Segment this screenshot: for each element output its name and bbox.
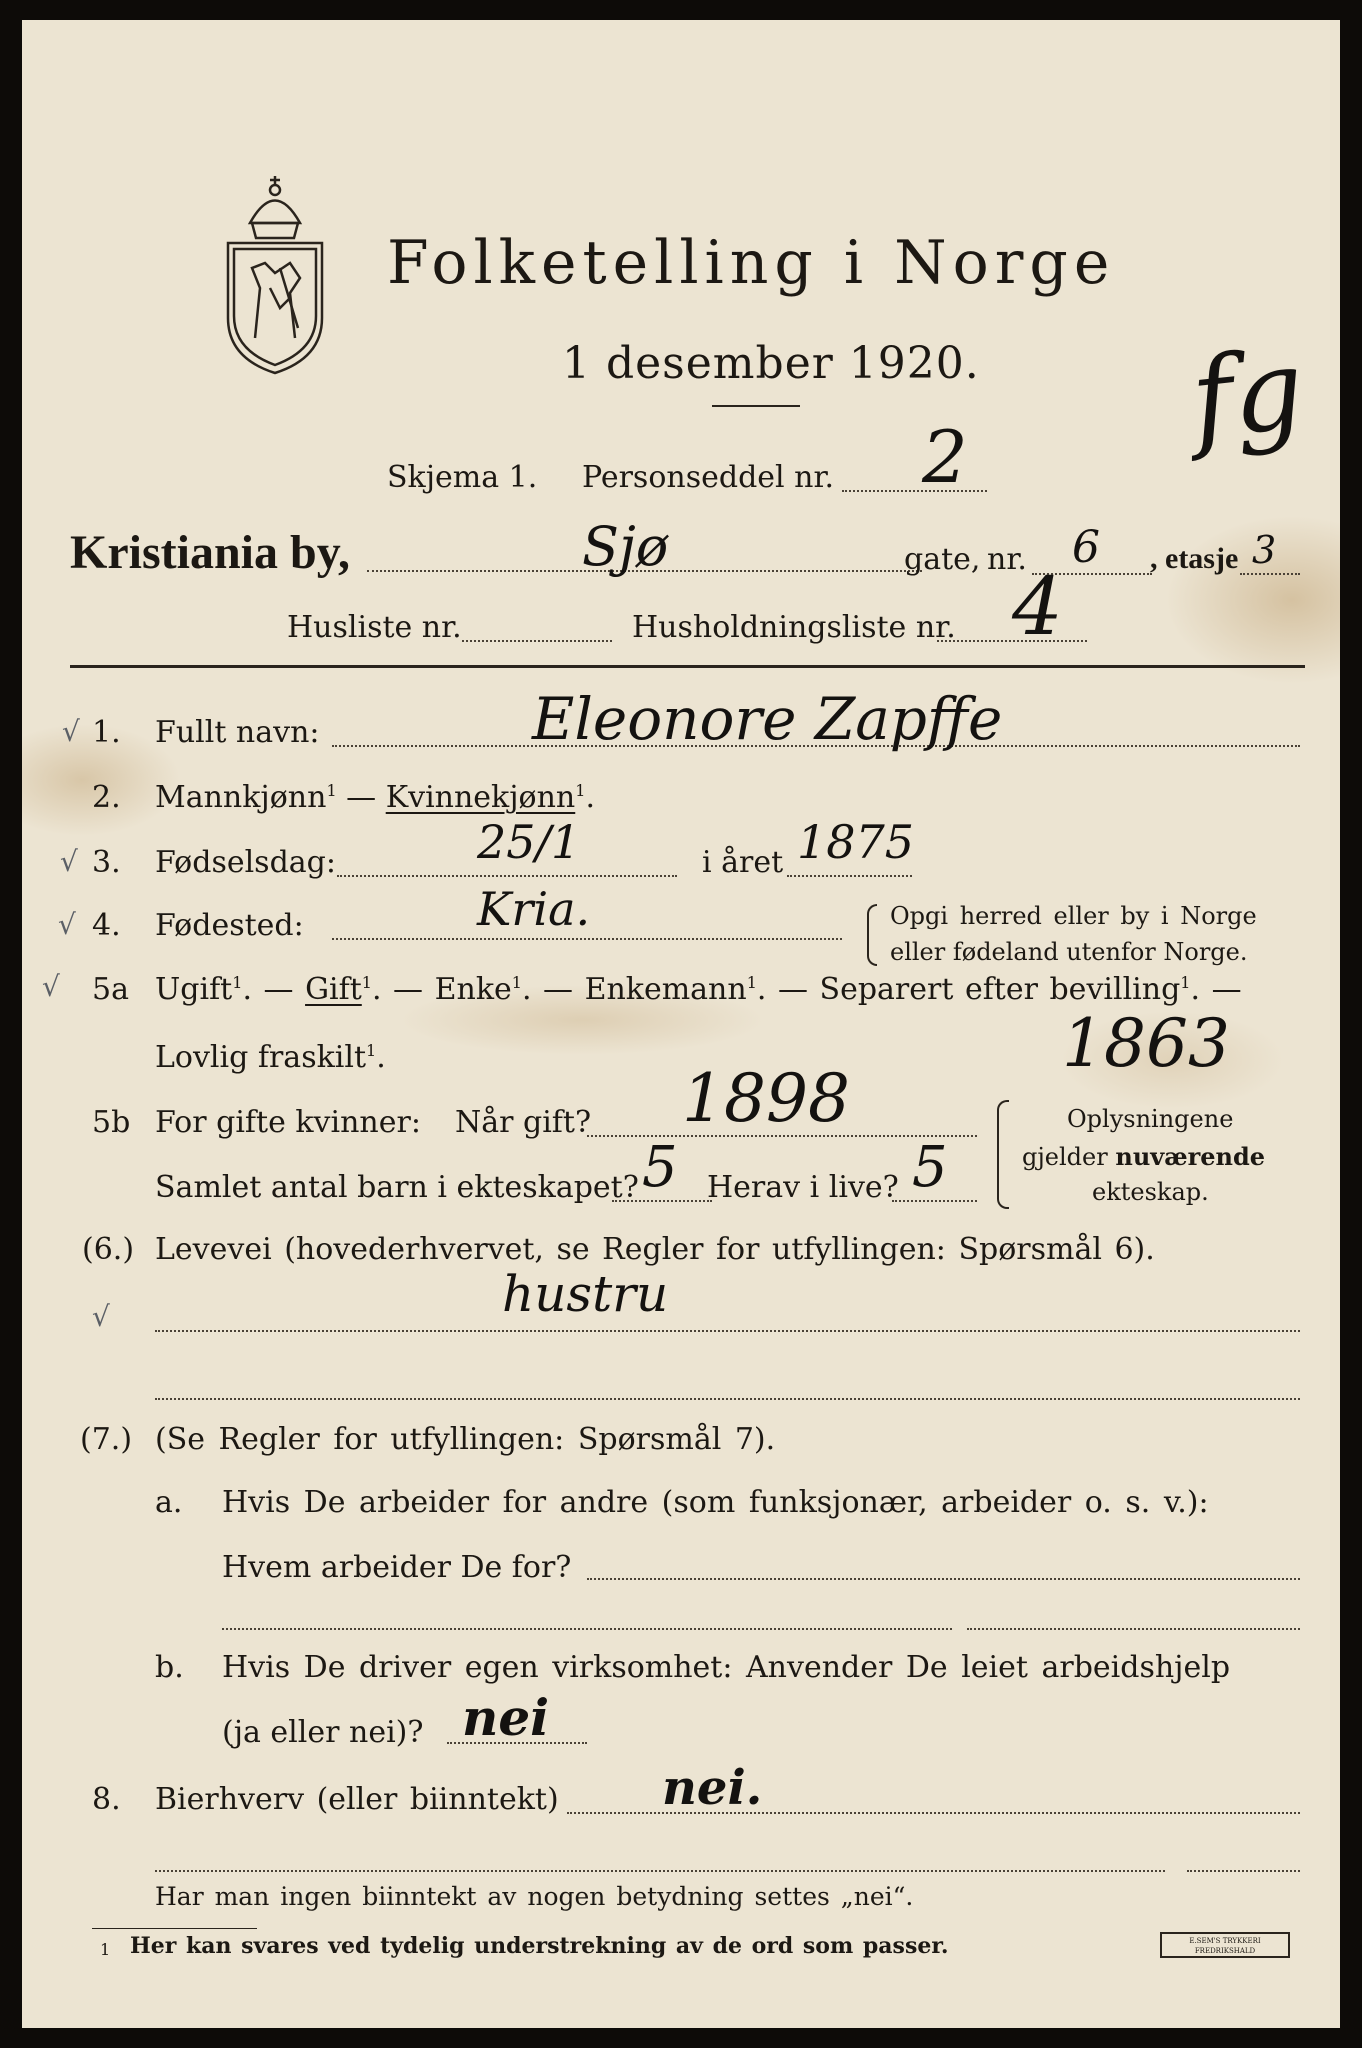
census-date: 1 desember 1920. — [562, 338, 980, 389]
husholdning-value: 4 — [1012, 560, 1063, 653]
q7a-line1: Hvis De arbeider for andre (som funksjonær, arbeider o. s. v.): — [222, 1485, 1209, 1520]
q8-label: Bierhverv (eller biinntekt) — [155, 1782, 559, 1817]
q7a-letter: a. — [155, 1485, 183, 1520]
female-option-underlined: Kvinnekjønn — [385, 780, 576, 815]
q4-note-line1: Opgi herred eller by i Norge — [890, 902, 1257, 930]
q7a-extra-line-left — [222, 1628, 952, 1630]
pencil-check-1: √ — [62, 715, 80, 748]
children-alive-value: 5 — [912, 1135, 948, 1200]
personseddel-value: 2 — [922, 415, 968, 499]
q6-line-2 — [155, 1398, 1300, 1400]
etasje-value: 3 — [1252, 528, 1277, 572]
q3-number: 3. — [92, 845, 121, 880]
margin-mark-fg: fg — [1185, 324, 1310, 464]
q5b-barn-line — [612, 1200, 712, 1202]
dash: — — [543, 972, 574, 1007]
q7a-extra-line-right — [967, 1628, 1300, 1630]
q7a-answer-line — [587, 1578, 1300, 1580]
children-count-value: 5 — [642, 1135, 678, 1200]
printer-line1: E.SEM'S TRYKKERI — [1189, 1937, 1261, 1945]
q6-label: Levevei (hovederhvervet, se Regler for utfyllingen: Spørsmål 6). — [155, 1232, 1155, 1267]
fraskilt-option: Lovlig fraskilt$^1$. — [155, 1040, 386, 1075]
q6-number: (6.) — [82, 1232, 135, 1267]
q5b-live-line — [892, 1200, 977, 1202]
q4-line — [332, 938, 842, 940]
marriage-year-value: 1898 — [682, 1060, 850, 1137]
birth-day-value: 25/1 — [477, 815, 581, 869]
q3-year-label: i året — [702, 845, 784, 880]
q2-separator: — — [336, 780, 386, 815]
q8-number: 8. — [92, 1782, 121, 1817]
q5b-label: For gifte kvinner: — [155, 1105, 421, 1140]
pencil-check-6: √ — [92, 1300, 110, 1333]
full-name-value: Eleonore Zapffe — [532, 685, 1003, 753]
gift-option-underlined: Gift — [305, 972, 362, 1007]
street-value: Sjø — [582, 515, 669, 578]
pencil-check-4: √ — [58, 908, 76, 941]
birth-year-value: 1875 — [797, 815, 915, 869]
q7b-line2: (ja eller nei)? — [222, 1715, 424, 1750]
q1-label: Fullt navn: — [155, 715, 320, 750]
city-label: Kristiania by, — [70, 526, 351, 579]
q2-number: 2. — [92, 780, 121, 815]
q3-day-line — [337, 875, 677, 877]
q4-label: Fødested: — [155, 908, 304, 943]
q3-label: Fødselsdag: — [155, 845, 336, 880]
note-gjelder: gjelder — [1022, 1143, 1108, 1171]
occupation-value: hustru — [502, 1265, 669, 1323]
personseddel-label: Personseddel nr. — [582, 460, 835, 495]
hired-help-value: nei — [462, 1688, 550, 1747]
form-title: Folketelling i Norge — [387, 228, 1116, 298]
census-form-page — [22, 20, 1340, 2028]
q3-year-line — [787, 875, 912, 877]
male-option: Mannkjønn — [155, 780, 327, 815]
q1-number: 1. — [92, 715, 121, 750]
q6-line-1 — [155, 1330, 1300, 1332]
gate-label: gate, — [904, 542, 981, 577]
q7-label: (Se Regler for utfyllingen: Spørsmål 7). — [155, 1422, 776, 1457]
printer-line2: FREDRIKSHALD — [1194, 1947, 1256, 1955]
nr-value: 6 — [1072, 522, 1100, 573]
fraskilt-label: Lovlig fraskilt — [155, 1040, 367, 1075]
norwegian-coat-of-arms-icon — [220, 168, 330, 378]
header-divider — [70, 665, 1305, 668]
footer-note: Har man ingen biinntekt av nogen betydning settes „nei“. — [155, 1882, 914, 1911]
dash: — — [263, 972, 294, 1007]
q5b-note-line1: Oplysningene — [1067, 1105, 1234, 1133]
pencil-check-5a: √ — [42, 970, 60, 1003]
dash: — — [777, 972, 808, 1007]
q5a-options: Ugift$^1$. — Gift$^1$. — Enke$^1$. — Enkemann$^1$. — Separert efter bevilling$^1$. — — [155, 972, 1242, 1007]
birthplace-value: Kria. — [477, 882, 591, 936]
title-separator — [712, 405, 800, 407]
q5b-note-line3: ekteskap. — [1092, 1178, 1209, 1206]
q8-extra-line-right — [1187, 1870, 1300, 1872]
footnote-number: 1 — [100, 1940, 111, 1959]
q2-options: Mannkjønn$^1$ — Kvinnekjønn$^1$. — [155, 780, 595, 815]
q5b-naar-label: Når gift? — [455, 1105, 592, 1140]
q4-note-brace — [867, 904, 877, 966]
footnote-separator — [92, 1928, 257, 1929]
nr-label: nr. — [987, 542, 1027, 577]
enkemann-option: Enkemann — [584, 972, 747, 1007]
pencil-check-3: √ — [60, 845, 78, 878]
q5b-note-line2 — [1022, 1142, 1265, 1171]
footnote-text: Her kan svares ved tydelig understrekning av de ord som passer. — [130, 1933, 949, 1959]
q5b-barn-label: Samlet antal barn i ekteskapet? — [155, 1170, 639, 1205]
q7a-line2: Hvem arbeider De for? — [222, 1550, 572, 1585]
q5b-live-label: Herav i live? — [707, 1170, 899, 1205]
q5a-number: 5a — [92, 972, 129, 1007]
q8-extra-line-left — [155, 1870, 1165, 1872]
printer-stamp — [1160, 1932, 1290, 1958]
separert-option: Separert efter bevilling — [819, 972, 1181, 1007]
dash: — — [393, 972, 424, 1007]
margin-year-value: 1863 — [1062, 1005, 1230, 1082]
q7-number: (7.) — [80, 1422, 133, 1457]
husliste-label: Husliste nr. — [287, 610, 462, 645]
dash: — — [1211, 972, 1242, 1007]
q7b-line1: Hvis De driver egen virksomhet: Anvender De leiet arbeidshjelp — [222, 1650, 1231, 1685]
q7b-letter: b. — [155, 1650, 184, 1685]
q5b-number: 5b — [92, 1105, 131, 1140]
q5b-note-brace — [997, 1100, 1009, 1209]
husholdning-label: Husholdningsliste nr. — [632, 610, 956, 645]
q4-number: 4. — [92, 908, 121, 943]
ugift-option: Ugift — [155, 972, 233, 1007]
note-nuvaerende: nuværende — [1115, 1142, 1266, 1171]
etasje-line — [1240, 573, 1300, 575]
husliste-line — [462, 640, 612, 642]
skjema-label: Skjema 1. — [387, 460, 538, 495]
q4-note-line2: eller fødeland utenfor Norge. — [890, 938, 1248, 966]
side-income-value: nei. — [662, 1760, 763, 1816]
enke-option: Enke — [434, 972, 512, 1007]
etasje-label: , etasje — [1150, 542, 1239, 575]
